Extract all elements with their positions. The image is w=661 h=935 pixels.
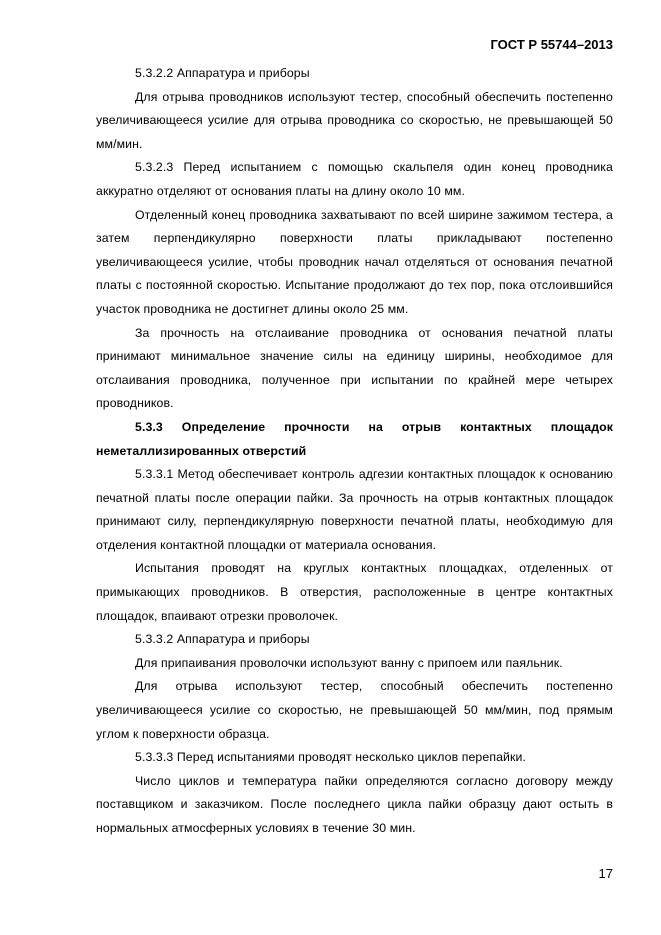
page-number: 17 (598, 866, 613, 881)
paragraph: Испытания проводят на круглых контактных площадках, отделенных от примыкающих проводников. В отверстия, расположенные в центре контактных площадок, впаивают отрезки проволочек. (96, 561, 613, 623)
paragraph: 5.3.2.3 Перед испытанием с помощью скальпеля один конец проводника аккуратно отделяют от основания платы на длину около 10 мм. (96, 160, 613, 198)
paragraph: Число циклов и температура пайки определяются согласно договору между поставщиком и заказчиком. После последнего цикла пайки образцу дают остыть в нормальных атмосферных условиях в течение 30 мин. (96, 773, 613, 835)
paragraph: Для отрыва используют тестер, способный обеспечить постепенно увеличивающееся усилие со скоростью, не превышающей 50 мм/мин, под прямым углом к поверхности образца. (96, 679, 613, 741)
document-designation: ГОСТ Р 55744–2013 (490, 37, 613, 52)
paragraph: 5.3.3.3 Перед испытаниями проводят несколько циклов перепайки. (135, 750, 526, 765)
paragraph: Отделенный конец проводника захватывают по всей ширине зажимом тестера, а затем перпендикулярно поверхности платы прикладывают постепенно увеличивающееся усилие, чтобы проводник начал отделяться от основания печатной платы с постоянной скоростью. Испытание продолжают до тех пор, пока отслоившийся участок проводника не достигнет длины около 25 мм. (96, 207, 613, 316)
paragraph: Для отрыва проводников используют тестер, способный обеспечить постепенно увеличивающееся усилие для отрыва проводника со скоростью, не превышающей 50 мм/мин. (96, 89, 613, 151)
section-heading: 5.3.3 Определение прочности на отрыв контактных площадок неметаллизированных отверстий (96, 419, 613, 458)
paragraph: Для припаивания проволочки используют ванну с припоем или паяльник. (135, 655, 563, 670)
paragraph: 5.3.3.1 Метод обеспечивает контроль адгезии контактных площадок к основанию печатной платы после операции пайки. За прочность на отрыв контактных площадок принимают силу, перпендикулярную поверхности печатной платы, необходимую для отделения контактной площадки от материала основания. (96, 467, 613, 552)
paragraph: За прочность на отслаивание проводника от основания печатной платы принимают минимальное значение силы на единицу ширины, необходимое для отслаивания проводника, полученное при испытании по крайней мере четырех проводников. (96, 325, 613, 411)
paragraph: 5.3.3.2 Аппаратура и приборы (135, 632, 310, 647)
paragraph: 5.3.2.2 Аппаратура и приборы (135, 66, 310, 80)
body-text (96, 62, 613, 841)
